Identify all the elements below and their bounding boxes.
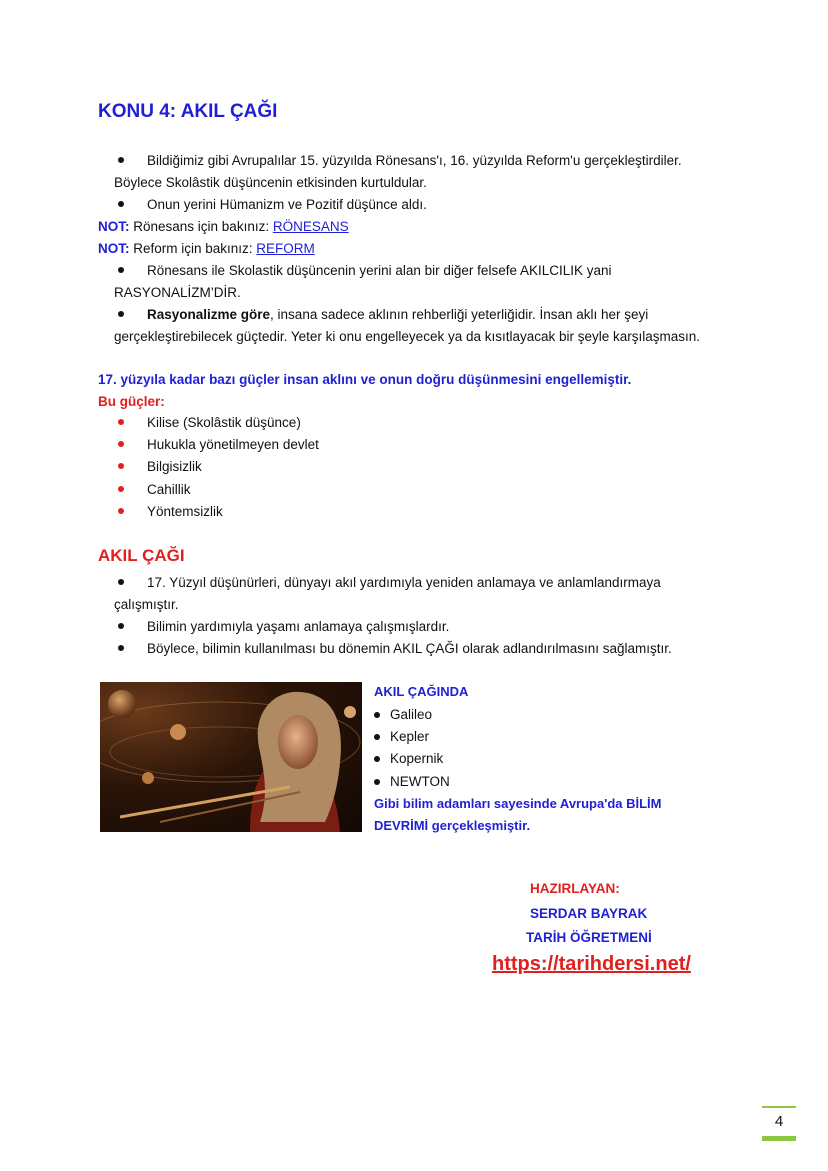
forces-item: Yöntemsizlik xyxy=(147,504,223,519)
note-ronesans xyxy=(98,218,349,236)
scientists-heading: AKIL ÇAĞINDA xyxy=(374,684,469,699)
page-number: 4 xyxy=(762,1106,796,1141)
bullet-icon xyxy=(118,201,124,207)
note-label: NOT: xyxy=(98,219,130,234)
intro-bullet-4-line-2: gerçekleştirebilecek güçtedir. Yeter ki onu engelleyecek ya da kısıtlayacak bir şeyle karşılaşmasın. xyxy=(114,329,701,344)
scientist-item: Kepler xyxy=(390,729,430,744)
bullet-icon xyxy=(374,756,380,762)
bullet-icon xyxy=(118,441,124,447)
rationalism-term: Rasyonalizme göre xyxy=(147,307,271,322)
bullet-icon xyxy=(118,419,124,425)
signature-role: TARİH ÖĞRETMENİ xyxy=(526,930,652,945)
forces-item: Hukukla yönetilmeyen devlet xyxy=(147,437,319,452)
scientist-item: NEWTON xyxy=(390,774,450,789)
note-text: Rönesans için bakınız: xyxy=(129,219,273,234)
bullet-icon xyxy=(374,734,380,740)
age-bullet-2: Bilimin yardımıyla yaşamı anlamaya çalışmışlardır. xyxy=(147,619,450,634)
section-heading: AKIL ÇAĞI xyxy=(98,546,185,565)
bullet-icon xyxy=(118,311,124,317)
intro-bullet-1-line-2: Böylece Skolâstik düşüncenin etkisinden kurtuldular. xyxy=(114,175,427,190)
forces-item: Kilise (Skolâstik düşünce) xyxy=(147,415,301,430)
forces-heading: 17. yüzyıla kadar bazı güçler insan aklını ve onun doğru düşünmesini engellemiştir. xyxy=(98,372,632,387)
bullet-icon xyxy=(118,157,124,163)
rationalism-text: , insana sadece aklının rehberliği yeterliğidir. İnsan aklı her şeyi xyxy=(270,307,649,322)
scientists-footer-line-1: Gibi bilim adamları sayesinde Avrupa'da BİLİM xyxy=(374,796,662,811)
intro-bullet-3-line-1: Rönesans ile Skolastik düşüncenin yerini alan bir diğer felsefe AKILCILIK yani xyxy=(147,263,612,278)
scientists-footer-line-2: DEVRİMİ gerçekleşmiştir. xyxy=(374,818,531,833)
signature-name: SERDAR BAYRAK xyxy=(530,906,648,921)
reform-link[interactable]: REFORM xyxy=(256,241,315,256)
forces-item: Bilgisizlik xyxy=(147,459,202,474)
page-title: KONU 4: AKIL ÇAĞI xyxy=(98,101,278,122)
age-bullet-1-line-2: çalışmıştır. xyxy=(114,597,179,612)
signature-label: HAZIRLAYAN: xyxy=(530,881,620,896)
bullet-icon xyxy=(118,508,124,514)
website-link[interactable]: https://tarihdersi.net/ xyxy=(492,953,691,975)
age-bullet-1-line-1: 17. Yüzyıl düşünürleri, dünyayı akıl yardımıyla yeniden anlamaya ve anlamlandırmaya xyxy=(147,575,661,590)
bullet-icon xyxy=(374,779,380,785)
scientist-item: Kopernik xyxy=(390,751,444,766)
intro-bullet-4-line-1 xyxy=(147,306,648,324)
forces-item: Cahillik xyxy=(147,482,191,497)
bullet-icon xyxy=(118,579,124,585)
bullet-icon xyxy=(118,267,124,273)
bullet-icon xyxy=(374,712,380,718)
bullet-icon xyxy=(118,486,124,492)
intro-bullet-1-line-1: Bildiğimiz gibi Avrupalılar 15. yüzyılda Rönesans'ı, 16. yüzyılda Reform'u gerçekleştirdiler. xyxy=(147,153,682,168)
note-text: Reform için bakınız: xyxy=(129,241,257,256)
bullet-icon xyxy=(118,623,124,629)
note-reform xyxy=(98,240,315,258)
intro-bullet-2: Onun yerini Hümanizm ve Pozitif düşünce aldı. xyxy=(147,197,427,212)
signature-url-wrap xyxy=(492,952,691,978)
bullet-icon xyxy=(118,645,124,651)
intro-bullet-3-line-2: RASYONALİZM’DİR. xyxy=(114,285,241,300)
forces-label: Bu güçler: xyxy=(98,394,165,409)
age-bullet-3: Böylece, bilimin kullanılması bu dönemin AKIL ÇAĞI olarak adlandırılmasını sağlamıştır. xyxy=(147,641,672,656)
ronesans-link[interactable]: RÖNESANS xyxy=(272,219,349,234)
bullet-icon xyxy=(118,463,124,469)
newton-illustration xyxy=(100,682,362,832)
note-label: NOT: xyxy=(98,241,130,256)
scientist-item: Galileo xyxy=(390,707,433,722)
